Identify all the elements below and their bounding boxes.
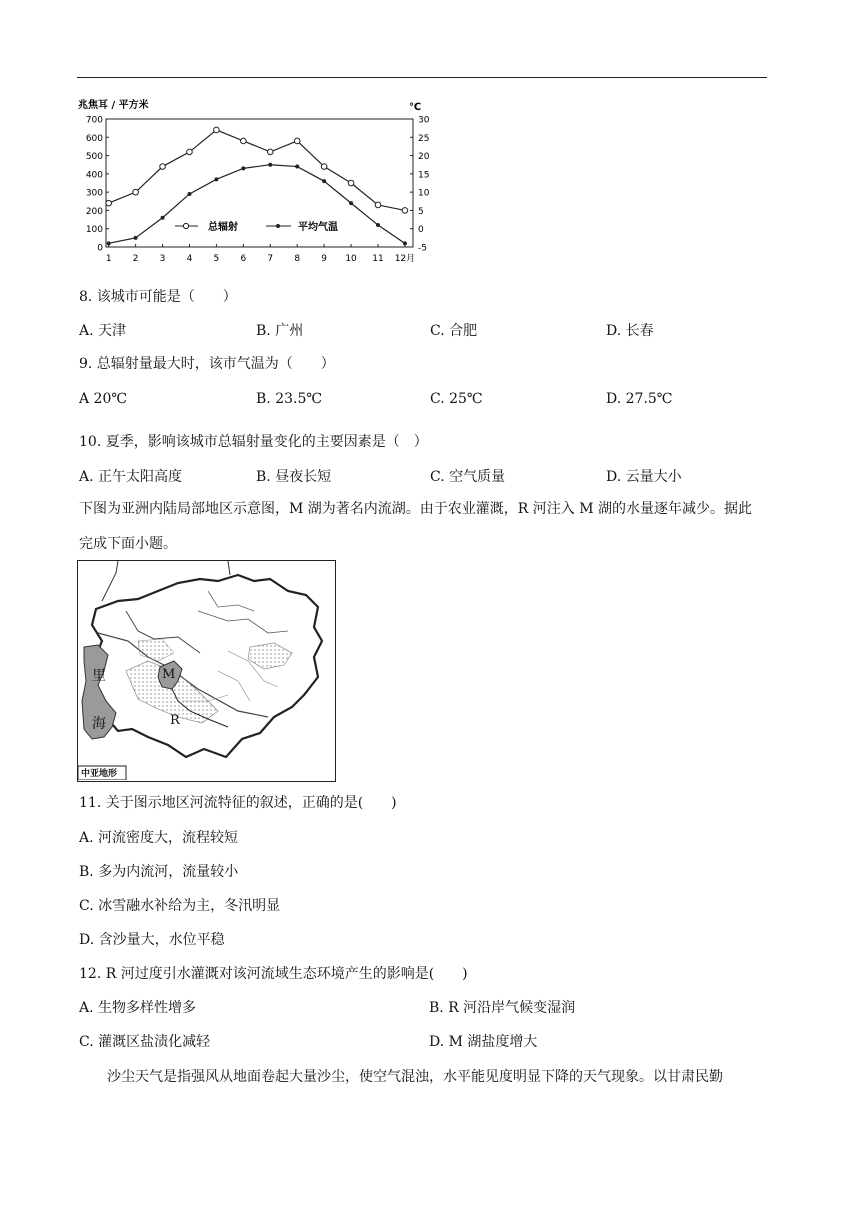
temperature-point xyxy=(107,241,111,245)
q12-option-b: B. R 河沿岸气候变湿润 xyxy=(429,1000,576,1016)
header-rule xyxy=(77,77,767,78)
right-tick-label: -5 xyxy=(418,243,427,254)
series-layer xyxy=(106,127,408,245)
left-tick-label: 100 xyxy=(85,225,103,236)
passage-line-2: 完成下面小题。 xyxy=(79,536,177,552)
right-tick-label: 25 xyxy=(418,133,430,144)
radiation-point xyxy=(348,180,354,186)
passage-line-1: 下图为亚洲内陆局部地区示意图，M 湖为著名内流湖。由于农业灌溉，R 河注入 M 湖的水量逐年减少。据此 xyxy=(79,501,753,517)
q11-option-a: A. 河流密度大，流程较短 xyxy=(79,830,239,846)
temperature-point xyxy=(214,177,218,181)
temperature-point xyxy=(134,236,138,240)
q8-option-a: A. 天津 xyxy=(79,323,127,339)
series-line-temperature xyxy=(109,165,405,244)
right-axis-label: ℃ xyxy=(409,102,422,113)
q9-option-b: B. 23.5℃ xyxy=(256,391,323,407)
x-tick-label: 3 xyxy=(159,254,166,264)
temperature-point xyxy=(268,163,272,167)
q10-option-a: A. 正午太阳高度 xyxy=(79,469,183,485)
x-tick-label: 10 xyxy=(345,254,357,264)
q9-option-d: D. 27.5℃ xyxy=(606,391,673,407)
radiation-temperature-chart xyxy=(78,98,440,268)
question-10-stem: 10. 夏季，影响该城市总辐射量变化的主要因素是（ ） xyxy=(79,434,428,450)
legend-dot-marker xyxy=(276,224,280,228)
q9-option-a: A 20℃ xyxy=(79,391,128,407)
legend-radiation-label: 总辐射 xyxy=(208,222,238,233)
radiation-point xyxy=(321,164,327,170)
q11-option-d: D. 含沙量大，水位平稳 xyxy=(79,932,225,948)
q11-option-c: C. 冰雪融水补给为主，冬汛明显 xyxy=(79,898,281,914)
plot-frame xyxy=(106,119,413,247)
radiation-point xyxy=(187,149,193,155)
question-8-stem: 8. 该城市可能是（ ） xyxy=(79,289,237,305)
left-tick-label: 500 xyxy=(85,152,103,163)
series-line-radiation xyxy=(109,130,405,210)
temperature-point xyxy=(295,165,299,169)
final-paragraph: 沙尘天气是指强风从地面卷起大量沙尘，使空气混浊，水平能见度明显下降的天气现象。以甘肃民勤 xyxy=(107,1069,723,1085)
right-tick-label: 20 xyxy=(418,152,430,163)
left-tick-label: 600 xyxy=(85,133,103,144)
region-border xyxy=(92,575,322,757)
x-tick-label: 11 xyxy=(372,254,384,264)
q10-option-b: B. 昼夜长短 xyxy=(256,469,332,485)
map-label-r: R xyxy=(170,713,180,728)
q11-option-b: B. 多为内流河，流量较小 xyxy=(79,864,239,880)
right-tick-label: 10 xyxy=(418,188,430,199)
radiation-point xyxy=(214,127,220,133)
q8-option-c: C. 合肥 xyxy=(430,323,478,339)
left-tick-label: 300 xyxy=(85,188,103,199)
x-tick-label: 6 xyxy=(240,254,247,264)
right-tick-label: 0 xyxy=(418,225,424,236)
q10-option-d: D. 云量大小 xyxy=(606,469,682,485)
map-label-li: 里 xyxy=(92,668,106,684)
x-tick-label: 2 xyxy=(132,254,139,264)
q12-option-c: C. 灌溉区盐渍化减轻 xyxy=(79,1034,211,1050)
x-tick-label: 7 xyxy=(267,254,274,264)
q9-option-c: C. 25℃ xyxy=(430,391,483,407)
right-tick-label: 15 xyxy=(418,170,430,181)
temperature-point xyxy=(349,201,353,205)
radiation-point xyxy=(267,149,273,155)
x-tick-label: 12月 xyxy=(394,254,416,264)
map-label-m: M xyxy=(162,667,176,682)
left-axis-label: 兆焦耳 / 平方米 xyxy=(78,100,149,111)
q8-option-b: B. 广州 xyxy=(256,323,304,339)
x-tick-label: 9 xyxy=(321,254,327,264)
left-tick-label: 400 xyxy=(85,170,103,181)
question-9-stem: 9. 总辐射量最大时，该市气温为（ ） xyxy=(79,356,335,372)
radiation-point xyxy=(133,189,139,195)
radiation-point xyxy=(160,164,166,170)
central-asia-map xyxy=(77,560,336,782)
q10-option-c: C. 空气质量 xyxy=(430,469,506,485)
radiation-point xyxy=(241,138,247,144)
question-11-stem: 11. 关于图示地区河流特征的叙述，正确的是( ) xyxy=(79,795,397,811)
left-tick-label: 0 xyxy=(97,243,103,254)
x-tick-label: 1 xyxy=(105,254,112,264)
temperature-point xyxy=(403,241,407,245)
q8-option-d: D. 长春 xyxy=(606,323,654,339)
q12-option-a: A. 生物多样性增多 xyxy=(79,1000,197,1016)
x-tick-label: 5 xyxy=(213,254,220,264)
temperature-point xyxy=(322,179,326,183)
left-tick-label: 700 xyxy=(85,115,103,126)
right-tick-label: 30 xyxy=(418,115,430,126)
q12-option-d: D. M 湖盐度增大 xyxy=(429,1034,538,1050)
left-tick-label: 200 xyxy=(85,206,103,217)
legend-temperature-label: 平均气温 xyxy=(298,222,338,233)
x-tick-label: 8 xyxy=(294,254,301,264)
radiation-point xyxy=(106,200,112,206)
map-label-hai: 海 xyxy=(92,716,106,732)
radiation-point xyxy=(375,202,381,208)
right-tick-label: 5 xyxy=(418,206,424,217)
question-12-stem: 12. R 河过度引水灌溉对该河流域生态环境产生的影响是( ) xyxy=(79,966,468,982)
temperature-point xyxy=(241,166,245,170)
map-drawing xyxy=(78,561,334,780)
legend-open-circle-marker xyxy=(183,223,188,228)
x-tick-label: 4 xyxy=(186,254,193,264)
radiation-point xyxy=(402,208,408,214)
radiation-point xyxy=(294,138,300,144)
temperature-point xyxy=(161,216,165,220)
map-caption: 中亚地形 xyxy=(81,769,118,779)
temperature-point xyxy=(376,223,380,227)
legend xyxy=(175,220,338,233)
temperature-point xyxy=(187,192,191,196)
